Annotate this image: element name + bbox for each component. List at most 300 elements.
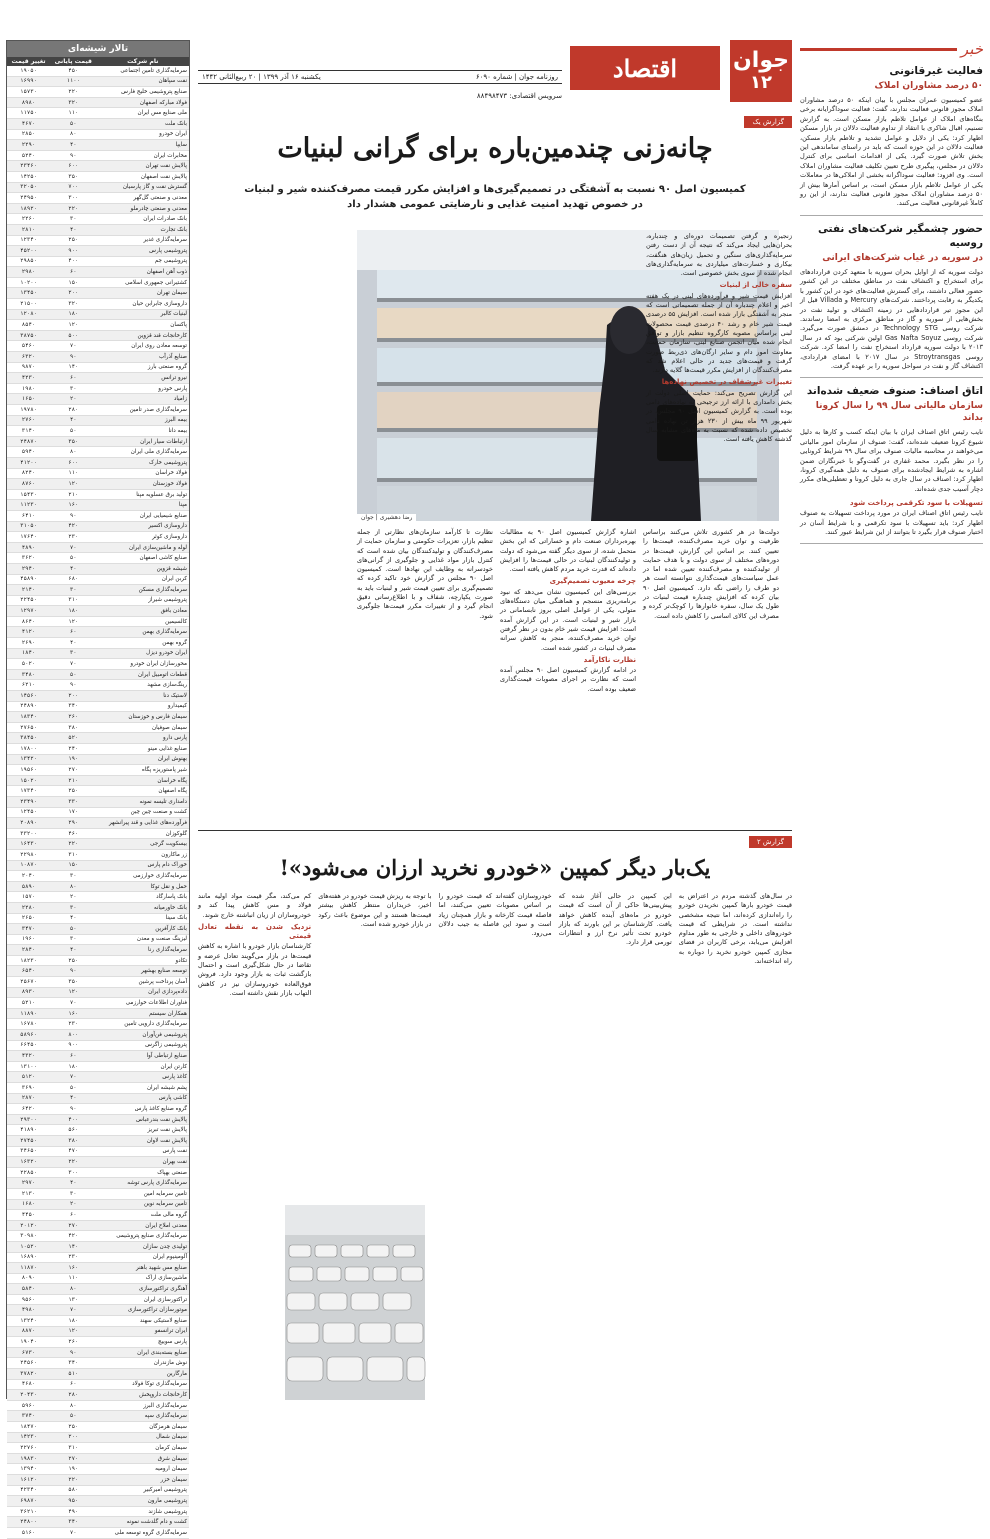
- stock-price: ۵۲۰: [50, 733, 97, 744]
- stock-row: [7, 595, 189, 606]
- stock-price: ۸۰: [50, 881, 97, 892]
- stock-price: ۵۰: [50, 118, 97, 129]
- stock-price: ۲۴۰: [50, 744, 97, 755]
- stock-price: ۶۰: [50, 1210, 97, 1221]
- stock-price: ۱۶۰: [50, 1263, 97, 1274]
- stock-price: ۹۵۰: [50, 1496, 97, 1507]
- stock-change: ۲۰۸۹۰: [7, 818, 50, 829]
- stock-change: ۲۴۹۵۰: [7, 193, 50, 204]
- stock-name: بانک صادرات ایران: [97, 214, 189, 225]
- stock-row: [7, 733, 189, 744]
- stock-price: ۶۰۰: [50, 457, 97, 468]
- stock-row: [7, 341, 189, 352]
- story2-column: [559, 892, 672, 1402]
- stock-change: ۱۸۳۴۰: [7, 712, 50, 723]
- news-item-subtitle: در سوریه در غیاب شرکت‌های ایرانی: [822, 252, 983, 263]
- stock-change: ۲۲۹۰: [7, 140, 50, 151]
- stock-change: ۶۲۱۰: [7, 680, 50, 691]
- stock-change: ۴۴۵۰: [7, 1210, 50, 1221]
- stock-row: [7, 902, 189, 913]
- stock-name: معادن بافق: [97, 606, 189, 617]
- stock-name: فرآورده‌های غذایی و قند پیرانشهر: [97, 818, 189, 829]
- stock-name: ایران ترانسفو: [97, 1326, 189, 1337]
- paragraph: در سال‌های گذشته مردم در اعتراض به قیمت خودرو بارها کمپین نخریدن خودرو را راه‌اندازی کرده‌اند، اما نتیجه مشخصی نداشته است. در شرایطی که قیمت خودروهای داخلی و خارجی به طور مداوم افزایش می‌یابد، برخی کاربران در فضای مجازی کمپین خودرو نخرید را دوباره به راه انداخته‌اند.: [678, 892, 792, 966]
- stock-change: ۱۹۰۵۰: [7, 66, 50, 76]
- stock-change: ۱۲۳۴۰: [7, 235, 50, 246]
- stock-row: [7, 849, 189, 860]
- stock-name: نوش مازندران: [97, 1358, 189, 1369]
- stock-price: ۱۱۰: [50, 1273, 97, 1284]
- stock-name: سرمایه‌گذاری سپه: [97, 1411, 189, 1422]
- stock-change: ۸۹۳۰: [7, 987, 50, 998]
- stock-price: ۹۰: [50, 966, 97, 977]
- stock-name: لبنیات کالبر: [97, 309, 189, 320]
- stock-row: [7, 277, 189, 288]
- stock-name: ارتباطات سیار ایران: [97, 436, 189, 447]
- stock-row: [7, 532, 189, 543]
- stock-price: ۲۵۰: [50, 955, 97, 966]
- stock-row: [7, 1443, 189, 1454]
- news-item-body: دولت سوریه که از اوایل بحران سوریه با متعهد کردن قراردادهای برای استخراج و اکتشاف نفت در مناطق مختلف در این کشور حضور فعالی داشتند، برای گسترش فعالیت‌های خود در این کشور با یکدیگر به رقابت پرداختند. شرکت‌های Mercury و Villada قبل از این مجوز تیر قراردادهایی در زمینه اکتشاف و تولید نفت در بخش‌هایی از سوریه و گاز در مناطق مرکزی به امضا رساندند. شرکت روسی Technology STG در دمشق صورت می‌گیرد. شرکت روسی Gas Nafta Soyuz اولین شرکتی بود که در سال ۲۰۱۳ با دولت سوریه قرارداد استخراج نفت را امضا کرد. شرکت روسی Stroytransgas در سال ۲۰۱۷ با امضای قراردادی، اکتشاف گاز و نفت در سواحل سوریه را بر عهده گرفت.: [800, 267, 984, 370]
- news-item-body: عضو کمیسیون عمران مجلس با بیان اینکه ۵۰ درصد مشاوران املاک مجوز قانونی فعالیت ندارند، گفت: فعالیت سوداگرایانه برخی بنگاه‌های املاک از عوامل تلاطم بازار مسکن است. به گزارش تسنیم، اقبال شاکری با انتقاد از تداوم فعالیت دلالان در بازار مسکن اظهار کرد: یکی از دلایل و عوامل تشدید و تلاطم بازار مسکن، فعالیت دلالان در این حوزه است که باید در راستای ساماندهی این بخش تلاش صورت گیرد. یکی از اقدامات اساسی برای کنترل دلالان در مجلس، پیگیری طرح تعیین تکلیف فعالیت مشاوران املاک است. وی افزود: فعالیت سوداگرانه بخشی از املاکی‌ها در معاملات یکی از عوامل تلاطم بازار مسکن است، بر اساس آمارها بیش از ۵۰ درصد مشاوران املاک مجوز قانونی فعالیت ندارند، از این رو کاملاً غیرقانونی فعالیت می‌کنند.: [800, 96, 983, 208]
- stock-price: ۴۰: [50, 140, 97, 151]
- stock-price: ۴۹۰: [50, 1506, 97, 1517]
- stock-change: ۸۷۶۰: [7, 479, 50, 490]
- stock-change: ۱۲۰۸۰: [7, 309, 50, 320]
- stock-row: [7, 203, 189, 214]
- stock-row: [7, 680, 189, 691]
- stock-row: [7, 638, 189, 649]
- stock-name: کشت و دام گلدشت نمونه: [97, 1517, 189, 1528]
- news-item: [800, 222, 983, 378]
- stock-name: تراکتورسازی ایران: [97, 1294, 189, 1305]
- stock-row: [7, 383, 189, 394]
- stock-row: [7, 479, 189, 490]
- stock-name: خوراک دام پارس: [97, 860, 189, 871]
- stock-row: [7, 966, 189, 977]
- stock-name: کشتیرانی جمهوری اسلامی: [97, 277, 189, 288]
- stock-change: ۴۹۸۰: [7, 1305, 50, 1316]
- news-item: [800, 64, 983, 216]
- stock-name: صنایع ارتباطی آوا: [97, 1051, 189, 1062]
- stock-name: بانک خاورمیانه: [97, 902, 189, 913]
- stock-row: [7, 987, 189, 998]
- stock-change: ۱۱۲۳۰: [7, 500, 50, 511]
- stock-price: ۳۵۰: [50, 171, 97, 182]
- stock-row: [7, 171, 189, 182]
- service-phone: سرویس اقتصادی: ۸۸۴۹۸۴۷۳: [476, 92, 562, 100]
- stock-row: [7, 839, 189, 850]
- stock-change: ۵۸۹۰: [7, 881, 50, 892]
- paragraph: دولت‌ها در هر کشوری تلاش می‌کنند براساس ظرفیت و توان خرید مصرف‌کننده، قیمت‌ها را تعیین کنند. بر اساس این گزارش، قیمت‌ها در دوره‌های مختلف از سوی دولت و با هدف حمایت از تولیدکننده و مصرف‌کننده تعیین شده اما در عمل سیاست‌های قیمت‌گذاری نتوانسته است هر دو طرف را راضی نگه دارد. کمیسیون اصل ۹۰ بیان کرده که افزایش چندباره قیمت لبنیات در طول یک سال، سفره خانوارها را کوچک‌تر کرده و مصرف این کالای اساسی را کاهش داده است.: [643, 528, 779, 620]
- stock-price: ۲۷۰: [50, 765, 97, 776]
- stock-name: سیمان صوفیان: [97, 722, 189, 733]
- stock-price: ۲۳۰: [50, 532, 97, 543]
- stock-row: [7, 606, 189, 617]
- stock-change: ۶۷۳۰: [7, 1347, 50, 1358]
- stock-change: ۲۶۹۰: [7, 638, 50, 649]
- stock-price: ۲۲۰: [50, 839, 97, 850]
- story1-column: [357, 528, 493, 823]
- stock-name: معدنی و صنعتی گل‌گهر: [97, 193, 189, 204]
- stock-row: [7, 1114, 189, 1125]
- stock-change: ۸۸۷۰: [7, 1326, 50, 1337]
- stock-price: ۲۰۰: [50, 1432, 97, 1443]
- stock-change: ۲۲۶۰: [7, 214, 50, 225]
- stock-price: ۵۰۰: [50, 330, 97, 341]
- stock-row: [7, 224, 189, 235]
- paragraph: در ادامه گزارش کمیسیون اصل ۹۰ مجلس آمده است که نظارت بر اجرای مصوبات قیمت‌گذاری ضعیف بوده است.: [500, 666, 636, 693]
- stock-name: فولاد خراسان: [97, 468, 189, 479]
- stock-name: پتروشیمی زاگرس: [97, 1040, 189, 1051]
- stock-row: [7, 150, 189, 161]
- stock-price: ۵۰: [50, 924, 97, 935]
- stock-change: ۳۸۴۵۰: [7, 733, 50, 744]
- stock-name: صنایع پتروشیمی خلیج فارس: [97, 87, 189, 98]
- stock-name: سایپا: [97, 140, 189, 151]
- stock-change: ۲۴۵۶۰: [7, 1358, 50, 1369]
- stock-price: ۳۰: [50, 214, 97, 225]
- news-item-subtitle: ۵۰ درصد مشاوران املاک: [874, 81, 983, 91]
- stock-name: صنعتی بهپاک: [97, 1167, 189, 1178]
- stock-row: [7, 542, 189, 553]
- stock-row: [7, 977, 189, 988]
- stock-name: کیمیدارو: [97, 701, 189, 712]
- stock-name: گروه مالی ملت: [97, 1210, 189, 1221]
- stock-row: [7, 1231, 189, 1242]
- stock-price: ۳۲۰: [50, 299, 97, 310]
- stock-change: ۴۵۸۹۰: [7, 574, 50, 585]
- stock-name: مخابرات ایران: [97, 150, 189, 161]
- stock-row: [7, 955, 189, 966]
- stock-change: ۳۱۰۵۰: [7, 521, 50, 532]
- stock-row: [7, 521, 189, 532]
- stock-price: ۵۱۰: [50, 1369, 97, 1380]
- stock-change: ۱۸۴۷۰: [7, 1422, 50, 1433]
- stock-change: ۲۲۸۰: [7, 902, 50, 913]
- paragraph: اشاره گزارش کمیسیون اصل ۹۰ به مطالبات بهره‌برداران صنعت دام و خساراتی که این بخش متحمل شده، از سوی دیگر گفته می‌شود که دولت و تولیدکنندگان لبنیات در حالی قیمت‌ها را افزایش داده‌اند که قدرت خرید مردم کاهش یافته است.: [500, 528, 637, 574]
- stock-change: ۴۱۲۰: [7, 627, 50, 638]
- stock-price: ۹۰: [50, 1347, 97, 1358]
- stock-change: ۲۹۳۰۰: [7, 1114, 50, 1125]
- stock-name: صنایع لاستیکی سهند: [97, 1316, 189, 1327]
- stock-price: ۳۱۰: [50, 1443, 97, 1454]
- stock-change: ۵۲۴۰: [7, 150, 50, 161]
- stock-change: ۴۸۹۰: [7, 542, 50, 553]
- stock-price: ۵۰: [50, 1083, 97, 1094]
- stock-name: پگاه اصفهان: [97, 786, 189, 797]
- stock-change: ۳۷۸۲۰: [7, 1369, 50, 1380]
- stock-change: ۱۸۴۰: [7, 648, 50, 659]
- stock-price: ۴۰۰: [50, 1114, 97, 1125]
- stock-change: ۲۷۶۵۰: [7, 722, 50, 733]
- stock-price: ۴۲۰: [50, 1231, 97, 1242]
- stock-change: ۸۵۴۰: [7, 320, 50, 331]
- stock-name: فولاد مبارکه اصفهان: [97, 97, 189, 108]
- story2-headline: یک‌بار دیگر کمپین «خودرو نخرید ارزان می‌شود»!: [279, 855, 711, 880]
- stock-change: ۳۷۴۰: [7, 1411, 50, 1422]
- stock-change: ۱۲۹۷۰: [7, 606, 50, 617]
- stock-change: ۲۵۶۷۰: [7, 977, 50, 988]
- stock-price: ۲۵۰: [50, 1422, 97, 1433]
- stock-name: لاستیک دنا: [97, 691, 189, 702]
- stock-price: ۱۲۰: [50, 987, 97, 998]
- stock-change: ۴۲۳۰: [7, 373, 50, 384]
- stock-name: گروه بهمن: [97, 638, 189, 649]
- stock-price: ۱۱۰: [50, 468, 97, 479]
- stock-change: ۱۷۳۴۰: [7, 786, 50, 797]
- stock-row: [7, 934, 189, 945]
- stock-name: سیمان هرمزگان: [97, 1422, 189, 1433]
- stock-row: [7, 924, 189, 935]
- stock-name: پتروشیمی خارک: [97, 457, 189, 468]
- stock-price: ۸۰: [50, 447, 97, 458]
- stock-change: ۱۰۸۷۰: [7, 860, 50, 871]
- stock-name: آلومینیوم ایران: [97, 1252, 189, 1263]
- stock-name: سرمایه‌گذاری تامین اجتماعی: [97, 66, 189, 76]
- stock-row: [7, 722, 189, 733]
- stock-price: ۳۴۰: [50, 1358, 97, 1369]
- stock-row: [7, 1051, 189, 1062]
- stock-change: ۶۳۲۰: [7, 352, 50, 363]
- stock-name: صنایع آذرآب: [97, 352, 189, 363]
- stock-name: بانک ملت: [97, 118, 189, 129]
- stock-name: بیمه البرز: [97, 415, 189, 426]
- stock-row: [7, 214, 189, 225]
- stock-row: [7, 1284, 189, 1295]
- stock-change: ۱۶۸۹۰: [7, 1252, 50, 1263]
- stock-price: ۴۰: [50, 1178, 97, 1189]
- stock-price: ۷۰۰: [50, 182, 97, 193]
- stock-name: تکادو: [97, 955, 189, 966]
- stock-row: [7, 1316, 189, 1327]
- stock-row: [7, 1464, 189, 1475]
- stock-change: ۸۲۴۰: [7, 468, 50, 479]
- stock-price: ۱۴۰: [50, 1241, 97, 1252]
- stock-change: ۳۴۷۰: [7, 924, 50, 935]
- stock-price: ۲۱۰: [50, 775, 97, 786]
- stock-name: سیمان شمال: [97, 1432, 189, 1443]
- stock-price: ۶۰: [50, 267, 97, 278]
- stock-price: ۱۹۰: [50, 754, 97, 765]
- news-item-body: نایب رئیس اتاق اصناف ایران در مورد پرداخت تسهیلات به صنوف اظهار کرد: باید تسهیلات با سود تکرقمی و با شرایط آسان در اختیار صنوف قرار بگیرد تا بتوانند از این شرایط عبور کنند.: [800, 509, 983, 536]
- stock-name: لیزینگ صنعت و معدن: [97, 934, 189, 945]
- stock-price: ۷۰: [50, 1072, 97, 1083]
- stock-change: ۲۲۴۵۰: [7, 595, 50, 606]
- stock-name: پاکسان: [97, 320, 189, 331]
- stock-name: نفت بهران: [97, 1157, 189, 1168]
- story1-tag: گزارش یک: [744, 116, 792, 128]
- stock-name: آهنگری تراکتورسازی: [97, 1284, 189, 1295]
- stock-row: [7, 775, 189, 786]
- stock-row: [7, 1199, 189, 1210]
- news-item: [800, 384, 983, 544]
- stock-row: [7, 1220, 189, 1231]
- stock-change: ۳۴۶۵۰: [7, 1146, 50, 1157]
- stock-name: دامداری تلیسه نمونه: [97, 796, 189, 807]
- stock-row: [7, 1093, 189, 1104]
- stock-row: [7, 701, 189, 712]
- stock-row: [7, 1305, 189, 1316]
- masthead-info-line: [198, 70, 562, 84]
- stock-name: قطعات اتومبیل ایران: [97, 669, 189, 680]
- stock-name: پالایش نفت تهران: [97, 161, 189, 172]
- news-item-subhead: تسهیلات با سود تکرقمی پرداخت شود: [849, 498, 983, 508]
- stock-price: ۲۶۰: [50, 712, 97, 723]
- stock-row: [7, 881, 189, 892]
- stock-price: ۷۰: [50, 998, 97, 1009]
- stock-name: ملی صنایع مس ایران: [97, 108, 189, 119]
- stock-change: ۲۳۴۹۰: [7, 796, 50, 807]
- stock-name: سیمان فارس و خوزستان: [97, 712, 189, 723]
- stock-price: ۷۰: [50, 1305, 97, 1316]
- stock-row: [7, 415, 189, 426]
- paragraph: با توجه به ریزش قیمت خودرو در هفته‌های اخیر، خریداران منتظر کاهش بیشتر قیمت‌ها هستند و این موضوع باعث رکود در بازار خودرو شده است.: [318, 892, 432, 928]
- stock-change: ۱۹۸۰: [7, 383, 50, 394]
- stock-price: ۵۸۰: [50, 1485, 97, 1496]
- stock-price: ۱۱۰۰: [50, 76, 97, 87]
- stock-row: [7, 998, 189, 1009]
- stock-name: سیمان تهران: [97, 288, 189, 299]
- stock-change: ۳۱۴۰: [7, 426, 50, 437]
- stock-price: ۴۵۰: [50, 66, 97, 76]
- stock-change: ۱۳۴۵۰: [7, 288, 50, 299]
- stock-change: ۲۸۷۰: [7, 1093, 50, 1104]
- story2-column: [679, 892, 792, 1402]
- stock-name: گسترش نفت و گاز پارسیان: [97, 182, 189, 193]
- stock-price: ۱۴۰: [50, 362, 97, 373]
- story1-lead-line: در خصوص تهدید امنیت غذایی و نارضایتی عمومی هشدار داد: [347, 199, 643, 210]
- story1-column: [643, 528, 779, 823]
- stock-change: ۱۳۹۴۰: [7, 1464, 50, 1475]
- stock-name: داروسازی کوثر: [97, 532, 189, 543]
- stock-price: ۱۷۰: [50, 807, 97, 818]
- stock-name: سرمایه‌گذاری خوارزمی: [97, 871, 189, 882]
- stock-row: [7, 1326, 189, 1337]
- paragraph: افزایش قیمت شیر و فرآورده‌های لبنی در یک هفته اخیر و اعلام چندباره آن از جمله تصمیماتی است که منجر به آشفتگی بازار شده است. افزایش ۵۵ درصدی قیمت شیر خام و رشد ۴۰ درصدی قیمت محصولات لبنی براساس مصوبه کارگروه تنظیم بازار و توافق انجام شده میان انجمن صنایع لبنی، سازمان حمایت، معاونت امور دام و سایر ارگان‌های ذی‌ربط صورت گرفت و قیمت‌های جدید در حالی اعلام شد که مصرف‌کنندگان از افزایش مکرر قیمت‌ها گلایه دارند.: [646, 291, 792, 375]
- stock-price: ۱۹۰: [50, 1464, 97, 1475]
- stock-change: ۶۴۱۰: [7, 510, 50, 521]
- stock-price: ۲۷۰: [50, 1453, 97, 1464]
- stock-row: [7, 108, 189, 119]
- stock-name: شیشه قزوین: [97, 563, 189, 574]
- stock-row: [7, 913, 189, 924]
- logo-name: جوان: [733, 48, 789, 73]
- stock-name: معدنی و صنعتی چادرملو: [97, 203, 189, 214]
- stock-name: سیمان ارومیه: [97, 1464, 189, 1475]
- stock-row: [7, 744, 189, 755]
- stock-row: [7, 373, 189, 384]
- stock-name: پتروشیمی شازند: [97, 1506, 189, 1517]
- story1-body-columns: [357, 528, 779, 823]
- stock-price: ۷۰: [50, 1527, 97, 1538]
- stock-price: ۱۵۰: [50, 860, 97, 871]
- stock-change: ۱۱۸۹۰: [7, 1008, 50, 1019]
- stock-row: [7, 97, 189, 108]
- stock-row: [7, 118, 189, 129]
- stock-row: [7, 246, 189, 257]
- stock-change: ۹۵۶۰: [7, 1294, 50, 1305]
- subheading: سفره خالی از لبنیات: [719, 281, 792, 290]
- stock-change: ۵۸۹۶۰: [7, 1030, 50, 1041]
- masthead: [198, 40, 792, 106]
- stock-col-header: نام شرکت: [97, 57, 189, 66]
- stock-change: ۲۹۸۵۰: [7, 256, 50, 267]
- stock-change: ۱۶۵۰: [7, 394, 50, 405]
- stock-price: ۴۲۰: [50, 521, 97, 532]
- stock-change: ۱۶۸۰: [7, 1199, 50, 1210]
- stock-change: ۲۰۴۳۰: [7, 1390, 50, 1401]
- stock-change: ۱۹۰۴۰: [7, 1337, 50, 1348]
- stock-price: ۵۰: [50, 426, 97, 437]
- stock-name: سرمایه‌گذاری البرز: [97, 1400, 189, 1411]
- stock-name: پارس سوییچ: [97, 1337, 189, 1348]
- stock-change: ۳۴۸۰: [7, 669, 50, 680]
- stock-row: [7, 468, 189, 479]
- stock-name: سرمایه‌گذاری رنا: [97, 945, 189, 956]
- paragraph: بررسی‌های این کمیسیون نشان می‌دهد که نبود برنامه‌ریزی منسجم و هماهنگی میان دستگاه‌های متولی، یکی از عوامل اصلی بروز نابسامانی در بازار شیر و لبنیات است. در این گزارش آمده است: افزایش قیمت شیر خام بدون در نظر گرفتن توان خرید مصرف‌کننده، منجر به کاهش سرانه مصرف لبنیات در کشور شده است.: [500, 587, 636, 652]
- stock-row: [7, 1453, 189, 1464]
- stock-name: پتروشیمی پارس: [97, 246, 189, 257]
- stock-name: زر ماکارون: [97, 849, 189, 860]
- stock-price: ۸۰: [50, 1400, 97, 1411]
- stock-change: ۲۰۴۰: [7, 871, 50, 882]
- stock-row: [7, 182, 189, 193]
- stock-price: ۲۲۰: [50, 87, 97, 98]
- stock-row: [7, 1358, 189, 1369]
- stock-row: [7, 1019, 189, 1030]
- paragraph: خودروسازان گفته‌اند که قیمت خودرو را بر اساس مصوبات تعیین می‌کنند، اما فاصله قیمت کارخانه و بازار همچنان زیاد است و سود این فاصله به جیب دلالان می‌رود.: [438, 892, 552, 938]
- paragraph: زنجیره و گرفتن تصمیمات دوره‌ای و چندباره، بحران‌هایی ایجاد می‌کند که نتیجه آن از دست رفتن سرمایه‌گذاری‌های سنگین و تحمیل زیان‌های هنگفت، بیکاری و خسارت‌های میلیاردی به سرمایه‌گذاری‌های انجام شده از سوی بخش خصوصی است.: [646, 232, 792, 278]
- stock-name: همکاران سیستم: [97, 1008, 189, 1019]
- stock-price: ۴۰: [50, 563, 97, 574]
- stock-name: ایران خودرو دیزل: [97, 648, 189, 659]
- stock-row: [7, 754, 189, 765]
- stock-change: ۲۰۱۲۰: [7, 1220, 50, 1231]
- stock-row: [7, 1008, 189, 1019]
- stock-price: ۱۸۰: [50, 309, 97, 320]
- stock-change: ۱۴۲۳۰: [7, 1432, 50, 1443]
- news-item-title: فعالیت غیرقانونی: [889, 65, 983, 77]
- stock-price: ۳۸۰: [50, 1135, 97, 1146]
- stock-name: آسان پرداخت پرشین: [97, 977, 189, 988]
- stock-change: ۶۹۸۷۰: [7, 1496, 50, 1507]
- stock-name: پارس دارو: [97, 733, 189, 744]
- stock-price: ۵۰: [50, 553, 97, 564]
- stock-row: [7, 563, 189, 574]
- stock-change: ۲۴۸۰۰: [7, 1517, 50, 1528]
- stock-name: سرمایه‌گذاری ملی ایران: [97, 447, 189, 458]
- stock-name: بیمه دانا: [97, 426, 189, 437]
- stock-row: [7, 436, 189, 447]
- stock-row: [7, 860, 189, 871]
- subheading: تغییرات غیرشفاف در تخصیص نهاده‌ها: [661, 378, 792, 387]
- stock-price: ۲۰: [50, 394, 97, 405]
- stock-name: فولاد خوزستان: [97, 479, 189, 490]
- stock-change: ۳۶۲۰: [7, 553, 50, 564]
- stock-price: ۶۰: [50, 1051, 97, 1062]
- stock-change: ۸۶۴۰: [7, 616, 50, 627]
- stock-row: [7, 1517, 189, 1528]
- stock-price: ۲۵۰: [50, 786, 97, 797]
- stock-name: ذوب آهن اصفهان: [97, 267, 189, 278]
- story2-tag: گزارش ۲: [749, 836, 792, 848]
- stock-name: داروسازی اکسیر: [97, 521, 189, 532]
- photo-credit: رضا دهشیری | جوان: [357, 514, 416, 521]
- stock-row: [7, 1167, 189, 1178]
- stock-change: ۲۹۷۰: [7, 1178, 50, 1189]
- stock-price: ۲۵۰: [50, 235, 97, 246]
